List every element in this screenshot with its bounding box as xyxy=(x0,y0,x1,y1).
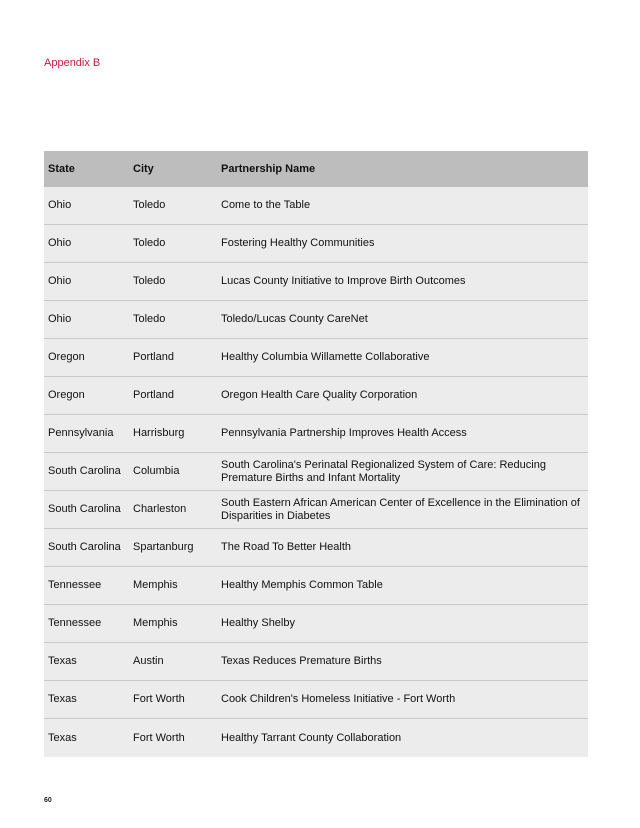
table-row xyxy=(44,187,588,225)
cell-partnership-name: South Eastern African American Center of Excellence in the Elimination of Disparities in Diabetes xyxy=(221,497,580,522)
table-row xyxy=(44,263,588,301)
cell-partnership-name: Cook Children's Homeless Initiative - Fort Worth xyxy=(221,693,456,706)
header-state: State xyxy=(48,162,75,175)
cell-partnership-name: The Road To Better Health xyxy=(221,541,352,554)
cell-state: Oregon xyxy=(48,389,85,402)
header-city: City xyxy=(133,162,154,175)
table-header-row xyxy=(44,151,588,187)
cell-state: Oregon xyxy=(48,351,85,364)
cell-city: Toledo xyxy=(133,199,166,212)
partnership-table xyxy=(44,151,588,757)
cell-partnership-name: Pennsylvania Partnership Improves Health Access xyxy=(221,427,467,440)
cell-partnership-name: Healthy Memphis Common Table xyxy=(221,579,383,592)
cell-partnership-name: South Carolina's Perinatal Regionalized System of Care: Reducing Premature Births and Infant Mortality xyxy=(221,459,546,484)
cell-state: Texas xyxy=(48,655,77,668)
table-row xyxy=(44,605,588,643)
cell-state: Texas xyxy=(48,731,77,744)
cell-city: Toledo xyxy=(133,275,166,288)
cell-partnership-name: Texas Reduces Premature Births xyxy=(221,655,382,668)
page-number: 60 xyxy=(44,797,52,804)
cell-state: Tennessee xyxy=(48,579,102,592)
cell-city: Portland xyxy=(133,389,174,402)
cell-state: Ohio xyxy=(48,275,72,288)
cell-state: Texas xyxy=(48,693,77,706)
cell-state: Pennsylvania xyxy=(48,427,114,440)
table-row xyxy=(44,643,588,681)
table-row xyxy=(44,719,588,757)
cell-city: Toledo xyxy=(133,313,166,326)
cell-city: Austin xyxy=(133,655,164,668)
table-row xyxy=(44,453,588,491)
table-row xyxy=(44,377,588,415)
cell-partnership-name: Oregon Health Care Quality Corporation xyxy=(221,389,418,402)
header-partnership-name: Partnership Name xyxy=(221,162,316,175)
cell-state: Ohio xyxy=(48,237,72,250)
cell-state: South Carolina xyxy=(48,465,121,478)
cell-partnership-name: Healthy Columbia Willamette Collaborative xyxy=(221,351,430,364)
cell-partnership-name: Healthy Tarrant County Collaboration xyxy=(221,731,402,744)
cell-city: Charleston xyxy=(133,503,187,516)
cell-state: Tennessee xyxy=(48,617,102,630)
table-row xyxy=(44,567,588,605)
cell-state: Ohio xyxy=(48,199,72,212)
cell-state: Ohio xyxy=(48,313,72,326)
table-row xyxy=(44,339,588,377)
cell-state: South Carolina xyxy=(48,503,121,516)
cell-city: Columbia xyxy=(133,465,180,478)
cell-city: Spartanburg xyxy=(133,541,194,554)
cell-city: Harrisburg xyxy=(133,427,185,440)
appendix-heading: Appendix B xyxy=(44,57,101,69)
table-row xyxy=(44,681,588,719)
table-row xyxy=(44,415,588,453)
table-row xyxy=(44,491,588,529)
cell-partnership-name: Lucas County Initiative to Improve Birth Outcomes xyxy=(221,275,466,288)
cell-partnership-name: Fostering Healthy Communities xyxy=(221,237,375,250)
cell-partnership-name: Toledo/Lucas County CareNet xyxy=(221,313,368,326)
cell-partnership-name: Healthy Shelby xyxy=(221,617,295,630)
table-row xyxy=(44,301,588,339)
cell-city: Toledo xyxy=(133,237,166,250)
cell-city: Memphis xyxy=(133,579,178,592)
table-row xyxy=(44,529,588,567)
cell-city: Portland xyxy=(133,351,174,364)
table-row xyxy=(44,225,588,263)
cell-city: Fort Worth xyxy=(133,731,185,744)
cell-state: South Carolina xyxy=(48,541,121,554)
cell-city: Fort Worth xyxy=(133,693,185,706)
cell-city: Memphis xyxy=(133,617,178,630)
cell-partnership-name: Come to the Table xyxy=(221,199,311,212)
